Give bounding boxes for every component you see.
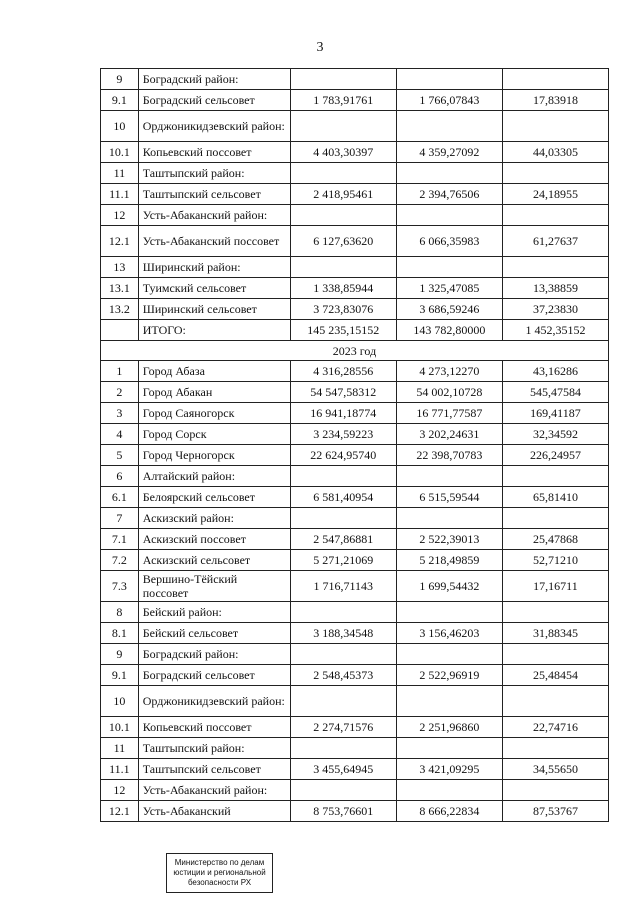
- value-share-1: [396, 69, 502, 90]
- row-number: 12: [101, 780, 139, 801]
- row-number: 1: [101, 361, 139, 382]
- value-share-2: 17,16711: [502, 571, 608, 602]
- value-share-2: 65,81410: [502, 487, 608, 508]
- table-row: [101, 780, 609, 801]
- row-name: Орджоникидзевский район:: [138, 686, 290, 717]
- value-total: 4 316,28556: [290, 361, 396, 382]
- value-share-2: [502, 644, 608, 665]
- row-number: 11: [101, 738, 139, 759]
- row-name: Город Сорск: [138, 424, 290, 445]
- value-total: 1 716,71143: [290, 571, 396, 602]
- row-number: 8.1: [101, 623, 139, 644]
- row-number: 9.1: [101, 665, 139, 686]
- row-number: 9.1: [101, 90, 139, 111]
- value-share-2: 24,18955: [502, 184, 608, 205]
- row-number: 6: [101, 466, 139, 487]
- value-share-2: [502, 257, 608, 278]
- table-row: [101, 529, 609, 550]
- row-number: [101, 320, 139, 341]
- value-share-2: 37,23830: [502, 299, 608, 320]
- value-share-1: 1 325,47085: [396, 278, 502, 299]
- value-share-2: [502, 163, 608, 184]
- value-total: [290, 111, 396, 142]
- stamp-line: юстиции и региональной: [173, 868, 266, 877]
- year-heading: 2023 год: [101, 341, 609, 361]
- value-share-1: 4 273,12270: [396, 361, 502, 382]
- value-share-1: [396, 205, 502, 226]
- table-row: [101, 665, 609, 686]
- row-name: Таштыпский район:: [138, 163, 290, 184]
- row-number: 6.1: [101, 487, 139, 508]
- value-total: [290, 163, 396, 184]
- row-number: 4: [101, 424, 139, 445]
- value-share-2: [502, 738, 608, 759]
- value-share-1: [396, 602, 502, 623]
- value-share-1: 16 771,77587: [396, 403, 502, 424]
- value-share-2: 52,71210: [502, 550, 608, 571]
- value-share-2: [502, 111, 608, 142]
- value-share-2: 22,74716: [502, 717, 608, 738]
- row-name: Таштыпский сельсовет: [138, 184, 290, 205]
- table-row: [101, 382, 609, 403]
- table-row: [101, 424, 609, 445]
- row-name: Аскизский район:: [138, 508, 290, 529]
- row-name: Копьевский поссовет: [138, 142, 290, 163]
- row-name: Алтайский район:: [138, 466, 290, 487]
- row-name: Город Саяногорск: [138, 403, 290, 424]
- row-number: 9: [101, 644, 139, 665]
- table-row: [101, 644, 609, 665]
- value-total: 3 455,64945: [290, 759, 396, 780]
- row-number: 13.2: [101, 299, 139, 320]
- table-row: [101, 226, 609, 257]
- row-name: Город Черногорск: [138, 445, 290, 466]
- row-name: Аскизский поссовет: [138, 529, 290, 550]
- value-share-2: 226,24957: [502, 445, 608, 466]
- row-number: 7: [101, 508, 139, 529]
- row-name: Белоярский сельсовет: [138, 487, 290, 508]
- year-heading-row: [101, 341, 609, 361]
- row-number: 11.1: [101, 184, 139, 205]
- table-row: [101, 466, 609, 487]
- table-row: [101, 163, 609, 184]
- value-total: [290, 644, 396, 665]
- value-share-2: 17,83918: [502, 90, 608, 111]
- value-share-2: [502, 602, 608, 623]
- value-share-2: [502, 69, 608, 90]
- value-total: 2 548,45373: [290, 665, 396, 686]
- row-name: Орджоникидзевский район:: [138, 111, 290, 142]
- value-total: 4 403,30397: [290, 142, 396, 163]
- value-share-2: 545,47584: [502, 382, 608, 403]
- row-name: Город Абакан: [138, 382, 290, 403]
- value-share-1: [396, 738, 502, 759]
- row-number: 12.1: [101, 226, 139, 257]
- value-share-1: [396, 644, 502, 665]
- value-share-2: [502, 466, 608, 487]
- row-name: Вершино-Тёйский поссовет: [138, 571, 290, 602]
- row-name: Туимский сельсовет: [138, 278, 290, 299]
- table-row: [101, 278, 609, 299]
- value-share-2: 61,27637: [502, 226, 608, 257]
- value-total: [290, 780, 396, 801]
- row-number: 11.1: [101, 759, 139, 780]
- table-row: [101, 90, 609, 111]
- row-name: Таштыпский сельсовет: [138, 759, 290, 780]
- value-total: 2 418,95461: [290, 184, 396, 205]
- row-number: 2: [101, 382, 139, 403]
- row-number: 3: [101, 403, 139, 424]
- value-share-1: [396, 508, 502, 529]
- table-row: [101, 111, 609, 142]
- row-number: 8: [101, 602, 139, 623]
- row-name: Бейский район:: [138, 602, 290, 623]
- value-share-2: 169,41187: [502, 403, 608, 424]
- table-row: [101, 205, 609, 226]
- row-number: 10.1: [101, 142, 139, 163]
- table-row: [101, 142, 609, 163]
- row-name: Боградский район:: [138, 69, 290, 90]
- value-total: 1 783,91761: [290, 90, 396, 111]
- table-row: [101, 320, 609, 341]
- row-number: 5: [101, 445, 139, 466]
- value-share-2: [502, 508, 608, 529]
- row-name: Усть-Абаканский район:: [138, 780, 290, 801]
- row-number: 10.1: [101, 717, 139, 738]
- value-total: 16 941,18774: [290, 403, 396, 424]
- value-share-2: 44,03305: [502, 142, 608, 163]
- row-name: Ширинский сельсовет: [138, 299, 290, 320]
- value-total: 2 274,71576: [290, 717, 396, 738]
- row-name: Боградский сельсовет: [138, 665, 290, 686]
- value-share-1: [396, 780, 502, 801]
- row-name: Город Абаза: [138, 361, 290, 382]
- table-row: [101, 508, 609, 529]
- value-share-1: 6 066,35983: [396, 226, 502, 257]
- value-share-1: 143 782,80000: [396, 320, 502, 341]
- value-share-1: [396, 686, 502, 717]
- value-share-2: 87,53767: [502, 801, 608, 822]
- row-name: Копьевский поссовет: [138, 717, 290, 738]
- value-total: 6 581,40954: [290, 487, 396, 508]
- row-name: Боградский район:: [138, 644, 290, 665]
- value-share-1: 2 394,76506: [396, 184, 502, 205]
- table-row: [101, 686, 609, 717]
- table-row: [101, 602, 609, 623]
- table-row: [101, 184, 609, 205]
- value-share-1: 3 156,46203: [396, 623, 502, 644]
- table-section-previous: [101, 69, 609, 341]
- row-name: Усть-Абаканский поссовет: [138, 226, 290, 257]
- row-number: 11: [101, 163, 139, 184]
- row-number: 7.2: [101, 550, 139, 571]
- row-number: 10: [101, 111, 139, 142]
- table-row: [101, 738, 609, 759]
- value-share-1: 3 421,09295: [396, 759, 502, 780]
- row-number: 7.1: [101, 529, 139, 550]
- value-total: [290, 602, 396, 623]
- row-number: 10: [101, 686, 139, 717]
- value-share-1: 22 398,70783: [396, 445, 502, 466]
- row-number: 13.1: [101, 278, 139, 299]
- value-share-2: 31,88345: [502, 623, 608, 644]
- table-row: [101, 257, 609, 278]
- value-share-2: 1 452,35152: [502, 320, 608, 341]
- value-total: 1 338,85944: [290, 278, 396, 299]
- value-total: 22 624,95740: [290, 445, 396, 466]
- row-name: Аскизский сельсовет: [138, 550, 290, 571]
- table-row: [101, 487, 609, 508]
- value-total: 6 127,63620: [290, 226, 396, 257]
- table-row: [101, 445, 609, 466]
- table-row: [101, 299, 609, 320]
- table-section-2023: [101, 361, 609, 822]
- row-name: Усть-Абаканский район:: [138, 205, 290, 226]
- value-share-1: [396, 111, 502, 142]
- table-row: [101, 403, 609, 424]
- value-share-1: 2 522,96919: [396, 665, 502, 686]
- value-share-1: 5 218,49859: [396, 550, 502, 571]
- row-number: 12: [101, 205, 139, 226]
- value-total: [290, 738, 396, 759]
- table-section-year-heading: [101, 341, 609, 361]
- value-share-2: 25,47868: [502, 529, 608, 550]
- value-total: [290, 508, 396, 529]
- value-total: 54 547,58312: [290, 382, 396, 403]
- row-number: 13: [101, 257, 139, 278]
- page-number: 3: [316, 40, 324, 55]
- table-row: [101, 69, 609, 90]
- value-total: [290, 69, 396, 90]
- value-share-1: 8 666,22834: [396, 801, 502, 822]
- table-row: [101, 571, 609, 602]
- table-row: [101, 717, 609, 738]
- value-share-1: 3 686,59246: [396, 299, 502, 320]
- value-share-1: [396, 163, 502, 184]
- value-total: 8 753,76601: [290, 801, 396, 822]
- table-row: [101, 801, 609, 822]
- value-total: 3 723,83076: [290, 299, 396, 320]
- value-share-1: 54 002,10728: [396, 382, 502, 403]
- value-share-1: [396, 466, 502, 487]
- value-total: 145 235,15152: [290, 320, 396, 341]
- table-row: [101, 361, 609, 382]
- table-row: [101, 550, 609, 571]
- value-total: 5 271,21069: [290, 550, 396, 571]
- table-row: [101, 623, 609, 644]
- value-total: [290, 466, 396, 487]
- value-share-2: 25,48454: [502, 665, 608, 686]
- allocation-table: [100, 68, 609, 822]
- value-share-2: 43,16286: [502, 361, 608, 382]
- value-total: 2 547,86881: [290, 529, 396, 550]
- value-share-1: 4 359,27092: [396, 142, 502, 163]
- value-share-1: 3 202,24631: [396, 424, 502, 445]
- value-share-2: [502, 205, 608, 226]
- value-total: [290, 205, 396, 226]
- row-name: Ширинский район:: [138, 257, 290, 278]
- value-total: [290, 257, 396, 278]
- stamp-line: Министерство по делам: [174, 858, 265, 867]
- value-share-2: [502, 780, 608, 801]
- row-name: Боградский сельсовет: [138, 90, 290, 111]
- value-share-2: 34,55650: [502, 759, 608, 780]
- row-number: 12.1: [101, 801, 139, 822]
- value-share-1: 2 522,39013: [396, 529, 502, 550]
- value-total: 3 188,34548: [290, 623, 396, 644]
- row-number: 7.3: [101, 571, 139, 602]
- row-number: 9: [101, 69, 139, 90]
- value-share-1: 2 251,96860: [396, 717, 502, 738]
- stamp-line: безопасности РХ: [187, 878, 252, 887]
- value-share-1: 1 766,07843: [396, 90, 502, 111]
- row-name: Бейский сельсовет: [138, 623, 290, 644]
- value-share-1: [396, 257, 502, 278]
- value-share-1: 1 699,54432: [396, 571, 502, 602]
- table-row: [101, 759, 609, 780]
- value-share-2: [502, 686, 608, 717]
- ministry-stamp: [166, 853, 273, 893]
- row-name: Таштыпский район:: [138, 738, 290, 759]
- value-total: 3 234,59223: [290, 424, 396, 445]
- row-name: ИТОГО:: [138, 320, 290, 341]
- row-name: Усть-Абаканский: [138, 801, 290, 822]
- value-total: [290, 686, 396, 717]
- value-share-2: 13,38859: [502, 278, 608, 299]
- value-share-2: 32,34592: [502, 424, 608, 445]
- value-share-1: 6 515,59544: [396, 487, 502, 508]
